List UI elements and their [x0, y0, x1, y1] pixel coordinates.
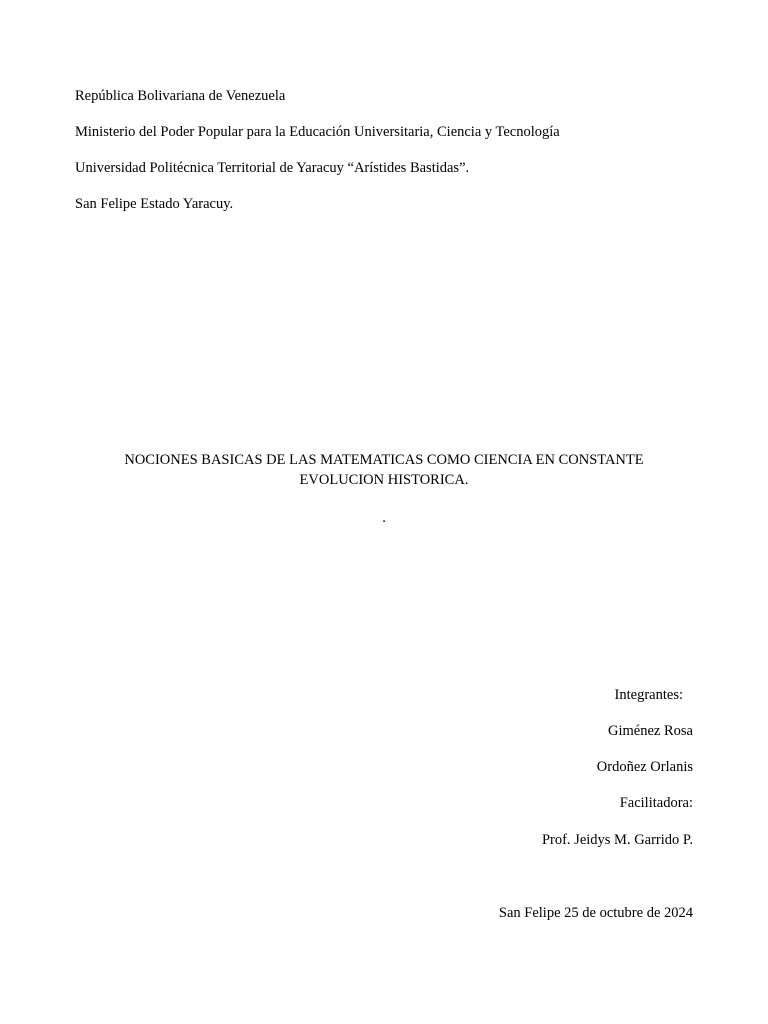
ministry-line: Ministerio del Poder Popular para la Educación Universitaria, Ciencia y Tecnología: [75, 124, 560, 140]
title-line-2: EVOLUCION HISTORICA.: [299, 472, 469, 489]
document-title: [75, 450, 693, 491]
members-label: Integrantes:: [614, 687, 683, 703]
member-name: Giménez Rosa: [608, 723, 693, 739]
university-line: Universidad Politécnica Territorial de Yaracuy “Arístides Bastidas”.: [75, 160, 470, 176]
place-date: San Felipe 25 de octubre de 2024: [498, 905, 693, 921]
facilitator-name: Prof. Jeidys M. Garrido P.: [541, 832, 693, 848]
member-name: Ordoñez Orlanis: [596, 759, 693, 775]
title-line-1: NOCIONES BASICAS DE LAS MATEMATICAS COMO CIENCIA EN CONSTANTE: [124, 452, 644, 468]
location-line: San Felipe Estado Yaracuy.: [75, 196, 234, 212]
title-dot: .: [382, 510, 386, 526]
facilitator-label: Facilitadora:: [619, 795, 693, 811]
country-line: República Bolivariana de Venezuela: [75, 88, 286, 104]
